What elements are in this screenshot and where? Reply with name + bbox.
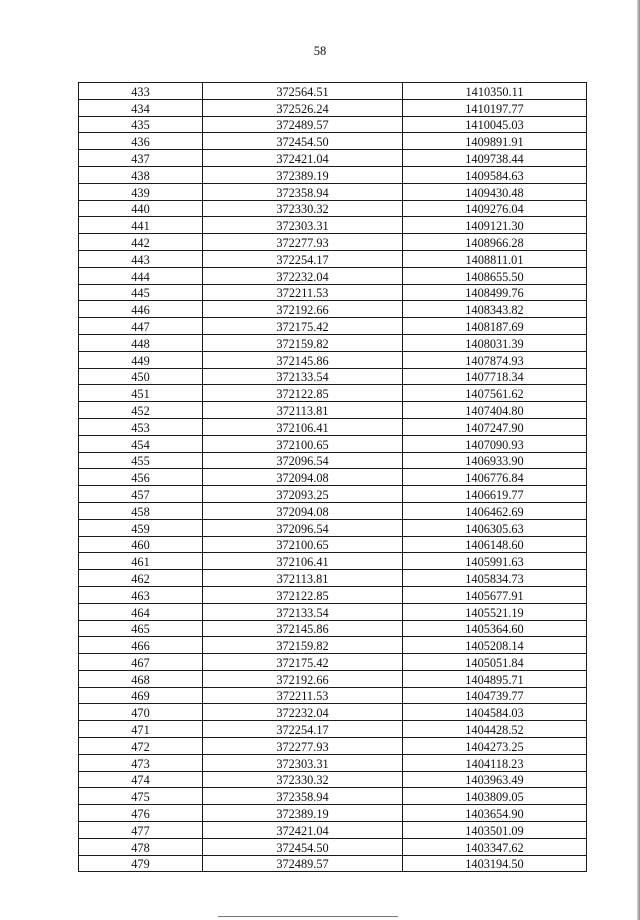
point-number-cell: 435 (79, 116, 203, 133)
x-coordinate-cell: 372277.93 (203, 738, 403, 755)
point-number-cell: 449 (79, 351, 203, 368)
table-row (79, 99, 587, 116)
x-coordinate-cell: 372303.31 (203, 754, 403, 771)
point-number-cell: 441 (79, 217, 203, 234)
table-row (79, 368, 587, 385)
point-number-cell: 436 (79, 133, 203, 150)
table-row (79, 418, 587, 435)
x-coordinate-cell: 372389.19 (203, 166, 403, 183)
point-number-cell: 468 (79, 670, 203, 687)
table-row (79, 200, 587, 217)
y-coordinate-cell: 1405364.60 (403, 620, 587, 637)
x-coordinate-cell: 372113.81 (203, 402, 403, 419)
point-number-cell: 475 (79, 788, 203, 805)
x-coordinate-cell: 372277.93 (203, 234, 403, 251)
point-number-cell: 471 (79, 721, 203, 738)
table-row (79, 570, 587, 587)
point-number-cell: 445 (79, 284, 203, 301)
point-number-cell: 437 (79, 150, 203, 167)
y-coordinate-cell: 1408187.69 (403, 318, 587, 335)
x-coordinate-cell: 372122.85 (203, 385, 403, 402)
y-coordinate-cell: 1404118.23 (403, 754, 587, 771)
x-coordinate-cell: 372096.54 (203, 452, 403, 469)
point-number-cell: 459 (79, 519, 203, 536)
table-row (79, 469, 587, 486)
x-coordinate-cell: 372358.94 (203, 788, 403, 805)
x-coordinate-cell: 372093.25 (203, 486, 403, 503)
x-coordinate-cell: 372211.53 (203, 284, 403, 301)
y-coordinate-cell: 1403963.49 (403, 771, 587, 788)
table-row (79, 385, 587, 402)
y-coordinate-cell: 1408966.28 (403, 234, 587, 251)
y-coordinate-cell: 1403347.62 (403, 838, 587, 855)
point-number-cell: 470 (79, 704, 203, 721)
table-row (79, 402, 587, 419)
x-coordinate-cell: 372122.85 (203, 586, 403, 603)
point-number-cell: 453 (79, 418, 203, 435)
table-row (79, 637, 587, 654)
y-coordinate-cell: 1403194.50 (403, 855, 587, 872)
y-coordinate-cell: 1408811.01 (403, 250, 587, 267)
y-coordinate-cell: 1404273.25 (403, 738, 587, 755)
page-number: 58 (313, 44, 327, 58)
x-coordinate-cell: 372232.04 (203, 704, 403, 721)
table-row (79, 486, 587, 503)
y-coordinate-cell: 1410350.11 (403, 83, 587, 100)
x-coordinate-cell: 372192.66 (203, 301, 403, 318)
y-coordinate-cell: 1405677.91 (403, 586, 587, 603)
point-number-cell: 439 (79, 183, 203, 200)
x-coordinate-cell: 372133.54 (203, 603, 403, 620)
x-coordinate-cell: 372254.17 (203, 721, 403, 738)
point-number-cell: 458 (79, 502, 203, 519)
y-coordinate-cell: 1407874.93 (403, 351, 587, 368)
x-coordinate-cell: 372145.86 (203, 620, 403, 637)
table-row (79, 301, 587, 318)
table-row (79, 586, 587, 603)
table-row (79, 805, 587, 822)
point-number-cell: 433 (79, 83, 203, 100)
x-coordinate-cell: 372564.51 (203, 83, 403, 100)
x-coordinate-cell: 372454.50 (203, 838, 403, 855)
x-coordinate-cell: 372421.04 (203, 150, 403, 167)
x-coordinate-cell: 372096.54 (203, 519, 403, 536)
table-row (79, 250, 587, 267)
x-coordinate-cell: 372489.57 (203, 116, 403, 133)
point-number-cell: 463 (79, 586, 203, 603)
table-row (79, 166, 587, 183)
table-row (79, 83, 587, 100)
x-coordinate-cell: 372489.57 (203, 855, 403, 872)
y-coordinate-cell: 1405051.84 (403, 654, 587, 671)
point-number-cell: 451 (79, 385, 203, 402)
point-number-cell: 442 (79, 234, 203, 251)
coordinates-table-body (79, 83, 587, 872)
table-row (79, 687, 587, 704)
x-coordinate-cell: 372106.41 (203, 553, 403, 570)
x-coordinate-cell: 372100.65 (203, 536, 403, 553)
x-coordinate-cell: 372232.04 (203, 267, 403, 284)
point-number-cell: 454 (79, 435, 203, 452)
y-coordinate-cell: 1407718.34 (403, 368, 587, 385)
y-coordinate-cell: 1404739.77 (403, 687, 587, 704)
table-row (79, 183, 587, 200)
coordinates-table (78, 82, 587, 872)
table-row (79, 435, 587, 452)
x-coordinate-cell: 372303.31 (203, 217, 403, 234)
y-coordinate-cell: 1410045.03 (403, 116, 587, 133)
point-number-cell: 477 (79, 822, 203, 839)
table-row (79, 284, 587, 301)
y-coordinate-cell: 1407247.90 (403, 418, 587, 435)
y-coordinate-cell: 1408343.82 (403, 301, 587, 318)
point-number-cell: 465 (79, 620, 203, 637)
table-row (79, 855, 587, 872)
table-row (79, 603, 587, 620)
y-coordinate-cell: 1407090.93 (403, 435, 587, 452)
table-row (79, 822, 587, 839)
x-coordinate-cell: 372389.19 (203, 805, 403, 822)
y-coordinate-cell: 1408031.39 (403, 334, 587, 351)
table-row (79, 334, 587, 351)
y-coordinate-cell: 1406462.69 (403, 502, 587, 519)
point-number-cell: 455 (79, 452, 203, 469)
x-coordinate-cell: 372526.24 (203, 99, 403, 116)
y-coordinate-cell: 1405991.63 (403, 553, 587, 570)
x-coordinate-cell: 372330.32 (203, 771, 403, 788)
x-coordinate-cell: 372094.08 (203, 502, 403, 519)
point-number-cell: 469 (79, 687, 203, 704)
y-coordinate-cell: 1409121.30 (403, 217, 587, 234)
y-coordinate-cell: 1404895.71 (403, 670, 587, 687)
x-coordinate-cell: 372358.94 (203, 183, 403, 200)
point-number-cell: 450 (79, 368, 203, 385)
x-coordinate-cell: 372211.53 (203, 687, 403, 704)
table-row (79, 452, 587, 469)
table-row (79, 654, 587, 671)
point-number-cell: 478 (79, 838, 203, 855)
point-number-cell: 434 (79, 99, 203, 116)
y-coordinate-cell: 1406776.84 (403, 469, 587, 486)
x-coordinate-cell: 372330.32 (203, 200, 403, 217)
point-number-cell: 472 (79, 738, 203, 755)
point-number-cell: 456 (79, 469, 203, 486)
x-coordinate-cell: 372175.42 (203, 654, 403, 671)
table-row (79, 267, 587, 284)
table-row (79, 318, 587, 335)
table-row (79, 838, 587, 855)
y-coordinate-cell: 1406933.90 (403, 452, 587, 469)
y-coordinate-cell: 1409891.91 (403, 133, 587, 150)
table-row (79, 721, 587, 738)
point-number-cell: 448 (79, 334, 203, 351)
point-number-cell: 467 (79, 654, 203, 671)
table-row (79, 620, 587, 637)
x-coordinate-cell: 372175.42 (203, 318, 403, 335)
y-coordinate-cell: 1404428.52 (403, 721, 587, 738)
point-number-cell: 446 (79, 301, 203, 318)
point-number-cell: 473 (79, 754, 203, 771)
point-number-cell: 444 (79, 267, 203, 284)
table-row (79, 502, 587, 519)
point-number-cell: 447 (79, 318, 203, 335)
y-coordinate-cell: 1403501.09 (403, 822, 587, 839)
y-coordinate-cell: 1410197.77 (403, 99, 587, 116)
point-number-cell: 440 (79, 200, 203, 217)
y-coordinate-cell: 1405834.73 (403, 570, 587, 587)
x-coordinate-cell: 372192.66 (203, 670, 403, 687)
point-number-cell: 466 (79, 637, 203, 654)
y-coordinate-cell: 1406305.63 (403, 519, 587, 536)
table-row (79, 771, 587, 788)
point-number-cell: 479 (79, 855, 203, 872)
x-coordinate-cell: 372133.54 (203, 368, 403, 385)
point-number-cell: 464 (79, 603, 203, 620)
table-row (79, 738, 587, 755)
y-coordinate-cell: 1404584.03 (403, 704, 587, 721)
y-coordinate-cell: 1409738.44 (403, 150, 587, 167)
x-coordinate-cell: 372159.82 (203, 637, 403, 654)
x-coordinate-cell: 372159.82 (203, 334, 403, 351)
point-number-cell: 476 (79, 805, 203, 822)
x-coordinate-cell: 372254.17 (203, 250, 403, 267)
scan-bottom-line (218, 916, 398, 917)
table-row (79, 519, 587, 536)
table-row (79, 553, 587, 570)
y-coordinate-cell: 1403654.90 (403, 805, 587, 822)
y-coordinate-cell: 1408499.76 (403, 284, 587, 301)
table-row (79, 788, 587, 805)
table-row (79, 754, 587, 771)
y-coordinate-cell: 1407561.62 (403, 385, 587, 402)
y-coordinate-cell: 1403809.05 (403, 788, 587, 805)
point-number-cell: 457 (79, 486, 203, 503)
y-coordinate-cell: 1406619.77 (403, 486, 587, 503)
x-coordinate-cell: 372421.04 (203, 822, 403, 839)
y-coordinate-cell: 1409430.48 (403, 183, 587, 200)
y-coordinate-cell: 1405521.19 (403, 603, 587, 620)
table-row (79, 116, 587, 133)
point-number-cell: 438 (79, 166, 203, 183)
point-number-cell: 462 (79, 570, 203, 587)
table-row (79, 351, 587, 368)
y-coordinate-cell: 1408655.50 (403, 267, 587, 284)
y-coordinate-cell: 1406148.60 (403, 536, 587, 553)
y-coordinate-cell: 1409584.63 (403, 166, 587, 183)
x-coordinate-cell: 372454.50 (203, 133, 403, 150)
table-row (79, 150, 587, 167)
y-coordinate-cell: 1407404.80 (403, 402, 587, 419)
x-coordinate-cell: 372113.81 (203, 570, 403, 587)
point-number-cell: 461 (79, 553, 203, 570)
point-number-cell: 443 (79, 250, 203, 267)
x-coordinate-cell: 372094.08 (203, 469, 403, 486)
table-row (79, 536, 587, 553)
table-row (79, 234, 587, 251)
x-coordinate-cell: 372145.86 (203, 351, 403, 368)
table-row (79, 670, 587, 687)
y-coordinate-cell: 1405208.14 (403, 637, 587, 654)
x-coordinate-cell: 372100.65 (203, 435, 403, 452)
x-coordinate-cell: 372106.41 (203, 418, 403, 435)
point-number-cell: 460 (79, 536, 203, 553)
point-number-cell: 474 (79, 771, 203, 788)
point-number-cell: 452 (79, 402, 203, 419)
table-row (79, 217, 587, 234)
table-row (79, 704, 587, 721)
table-row (79, 133, 587, 150)
y-coordinate-cell: 1409276.04 (403, 200, 587, 217)
